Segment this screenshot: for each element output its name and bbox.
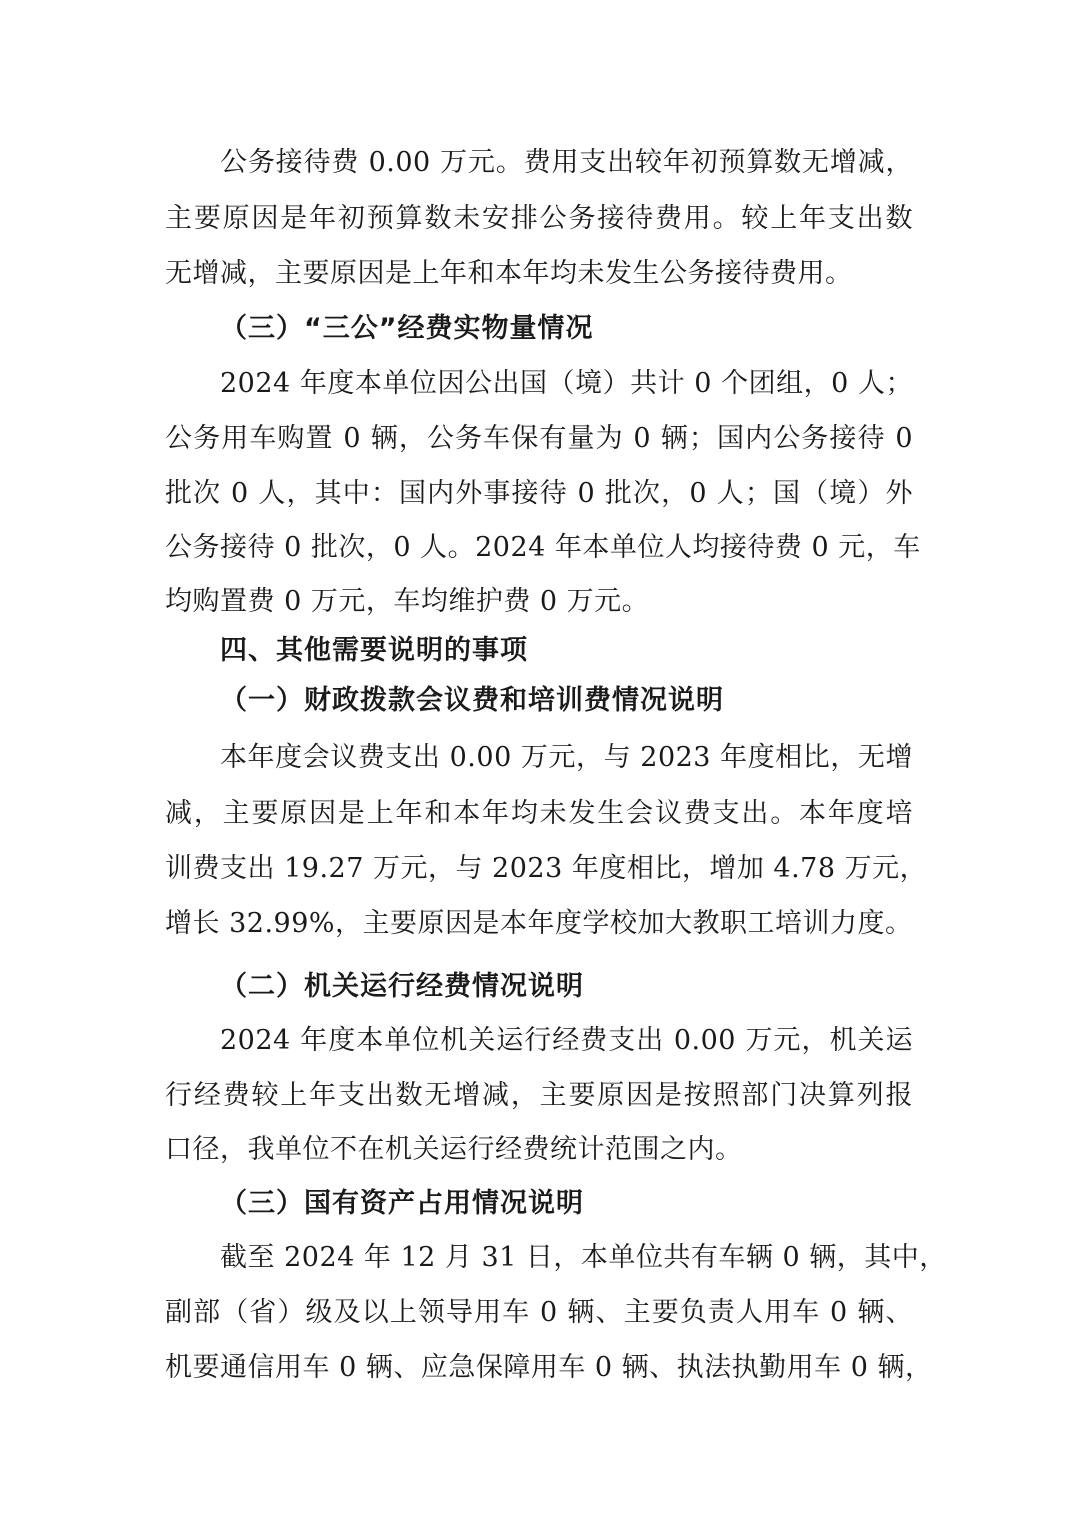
heading-operation: （二）机关运行经费情况说明 xyxy=(220,971,584,1002)
operation-line-2: 行经费较上年支出数无增减，主要原因是按照部门决算列报 xyxy=(165,1080,913,1111)
sangong-physical-line-3: 批次 0 人，其中：国内外事接待 0 批次，0 人；国（境）外 xyxy=(165,478,913,509)
reception-line-3: 无增减，主要原因是上年和本年均未发生公务接待费用。 xyxy=(165,258,853,289)
reception-line-2: 主要原因是年初预算数未安排公务接待费用。较上年支出数 xyxy=(165,203,913,234)
operation-line-3: 口径，我单位不在机关运行经费统计范围之内。 xyxy=(165,1134,743,1165)
meeting-training-line-2: 减，主要原因是上年和本年均未发生会议费支出。本年度培 xyxy=(165,798,913,829)
heading-assets: （三）国有资产占用情况说明 xyxy=(220,1188,584,1219)
operation-line-1: 2024 年度本单位机关运行经费支出 0.00 万元，机关运 xyxy=(220,1025,913,1056)
sangong-physical-line-4: 公务接待 0 批次，0 人。2024 年本单位人均接待费 0 元，车 xyxy=(165,532,921,563)
meeting-training-line-4: 增长 32.99%，主要原因是本年度学校加大教职工培训力度。 xyxy=(165,908,913,939)
assets-line-2: 副部（省）级及以上领导用车 0 辆、主要负责人用车 0 辆、 xyxy=(165,1297,913,1328)
sangong-physical-line-1: 2024 年度本单位因公出国（境）共计 0 个团组，0 人； xyxy=(220,368,913,399)
assets-line-1: 截至 2024 年 12 月 31 日，本单位共有车辆 0 辆，其中， xyxy=(220,1242,947,1273)
assets-line-3: 机要通信用车 0 辆、应急保障用车 0 辆、执法执勤用车 0 辆， xyxy=(165,1352,933,1383)
sangong-physical-line-5: 均购置费 0 万元，车均维护费 0 万元。 xyxy=(165,586,650,617)
heading-other-matters: 四、其他需要说明的事项 xyxy=(220,635,528,666)
heading-meeting-training: （一）财政拨款会议费和培训费情况说明 xyxy=(220,685,724,716)
meeting-training-line-3: 训费支出 19.27 万元，与 2023 年度相比，增加 4.78 万元， xyxy=(165,853,928,884)
sangong-physical-line-2: 公务用车购置 0 辆，公务车保有量为 0 辆；国内公务接待 0 xyxy=(165,423,913,454)
reception-line-1: 公务接待费 0.00 万元。费用支出较年初预算数无增减， xyxy=(220,147,913,178)
heading-sangong-physical: （三）“三公”经费实物量情况 xyxy=(220,313,594,344)
meeting-training-line-1: 本年度会议费支出 0.00 万元，与 2023 年度相比，无增 xyxy=(220,742,913,773)
